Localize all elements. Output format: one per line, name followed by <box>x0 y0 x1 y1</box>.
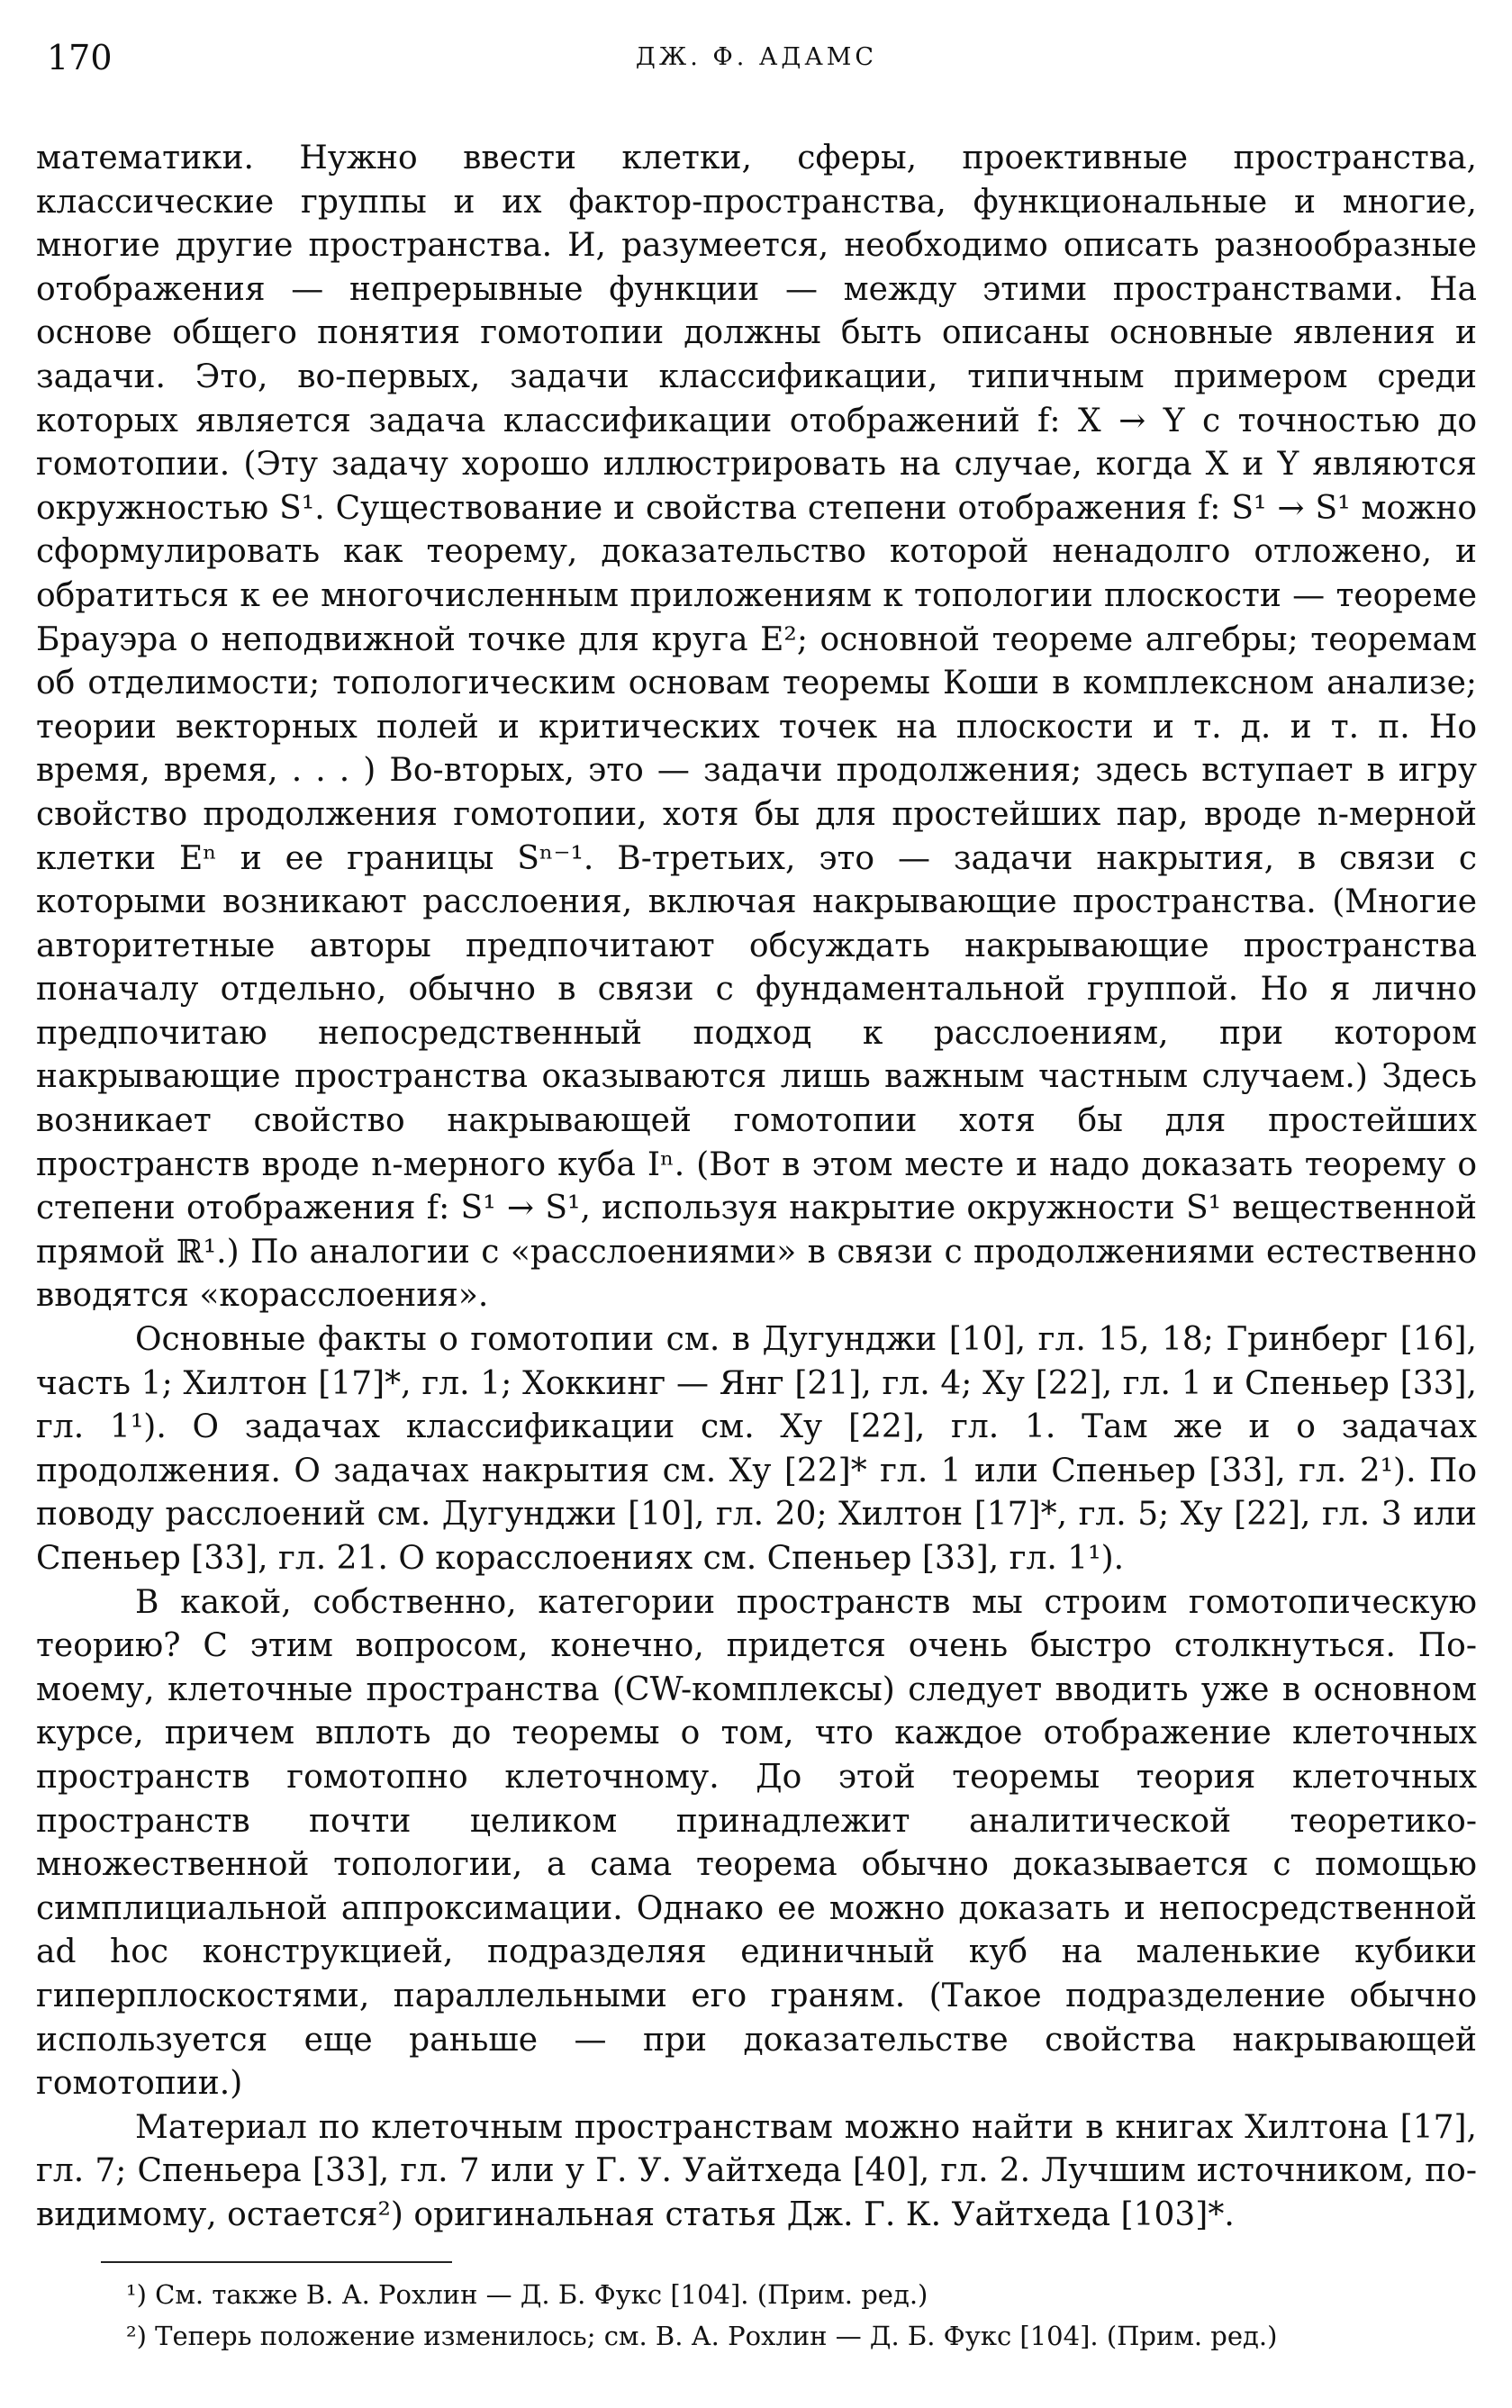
footnote-divider <box>101 2261 452 2263</box>
footnote: ²) Теперь положение изменилось; см. В. А. Рохлин — Д. Б. Фукс [104]. (Прим. ред.) <box>126 2320 1278 2351</box>
running-title: ДЖ. Ф. АДАМС <box>635 43 878 71</box>
paragraph: Основные факты о гомотопии см. в Дугунджи [10], гл. 15, 18; Гринберг [16], часть 1; Хилтон [17]*, гл. 1; Хоккинг — Янг [21], гл. 4; Ху [22], гл. 1 и Спеньер [33], гл. 1¹). О задачах классификации см. Ху [22], гл. 1. Там же и о задачах продолжения. О задачах накрытия см. Ху [22]* гл. 1 или Спеньер [33], гл. 2¹). По поводу расслоений см. Дугунджи [10], гл. 20; Хилтон [17]*, гл. 5; Ху [22], гл. 3 или Спеньер [33], гл. 21. О корасслоениях см. Спеньер [33], гл. 1¹). <box>36 1321 1477 1577</box>
page <box>36 38 1477 2357</box>
paragraph: математики. Нужно ввести клетки, сферы, проективные пространства, классические группы и их фактор-пространства, функциональные и многие, многие другие пространства. И, разумеется, необходимо описать разнообразные отображения — непрерывные функции — между этими пространствами. На основе общего понятия гомотопии должны быть описаны основные явления и задачи. Это, во-первых, задачи классификации, типичным примером среди которых является задача классификации отображений f: X → Y с точностью до гомотопии. (Эту задачу хорошо иллюстрировать на случае, когда X и Y являются окружностью S¹. Существование и свойства степени отображения f: S¹ → S¹ можно сформулировать как теорему, доказательство которой ненадолго отложено, и обратиться к ее многочисленным приложениям к топологии плоскости — теореме Брауэра о неподвижной точке для круга E²; основной теореме алгебры; теоремам об отделимости; топологическим основам теоремы Коши в комплексном анализе; теории векторных полей и критических точек на плоскости и т. д. и т. п. Но время, время, . . . ) Во-вторых, это — задачи продолжения; здесь вступает в игру свойство продолжения гомотопии, хотя бы для простейших пар, вроде n-мерной клетки Eⁿ и ее границы Sⁿ⁻¹. В-третьих, это — задачи накрытия, в связи с которыми возникают расслоения, включая накрывающие пространства. (Многие авторитетные авторы предпочитают обсуждать накрывающие пространства поначалу отдельно, обычно в связи с фундаментальной группой. Но я лично предпочитаю непосредственный подход к расслоениям, при котором накрывающие пространства оказываются лишь важным частным случаем.) Здесь возникает свойство накрывающей гомотопии хотя бы для простейших пространств вроде n-мерного куба Iⁿ. (Вот в этом месте и надо доказать теорему о степени отображения f: S¹ → S¹, используя накрытие окружности S¹ вещественной прямой ℝ¹.) По аналогии с «расслоениями» в связи с продолжениями естественно вводятся «корасслоения». <box>36 140 1477 1315</box>
footnotes <box>36 2274 1477 2357</box>
page-number: 170 <box>47 38 113 77</box>
footnote: ¹) См. также В. А. Рохлин — Д. Б. Фукс [104]. (Прим. ред.) <box>126 2278 928 2310</box>
paragraph: В какой, собственно, категории пространств мы строим гомотопическую теорию? С этим вопросом, конечно, придется очень быстро столкнуться. По-моему, клеточные пространства (CW-комплексы) следует вводить уже в основном курсе, причем вплоть до теоремы о том, что каждое отображение клеточных пространств гомотопно клеточному. До этой теоремы теория клеточных пространств почти целиком принадлежит аналитической теоретико-множественной топологии, а сама теорема обычно доказывается с помощью симплициальной аппроксимации. Однако ее можно доказать и непосредственной ad hoc конструкцией, подразделяя единичный куб на маленькие кубики гиперплоскостями, параллельными его граням. (Такое подразделение обычно используется еще раньше — при доказательстве свойства накрывающей гомотопии.) <box>36 1583 1477 2103</box>
body-text <box>36 137 1477 2238</box>
running-head <box>36 38 1477 92</box>
paragraph: Материал по клеточным пространствам можно найти в книгах Хилтона [17], гл. 7; Спеньера [33], гл. 7 или у Г. У. Уайтхеда [40], гл. 2. Лучшим источником, по-видимому, остается²) оригинальная статья Дж. Г. К. Уайтхеда [103]*. <box>36 2108 1477 2233</box>
